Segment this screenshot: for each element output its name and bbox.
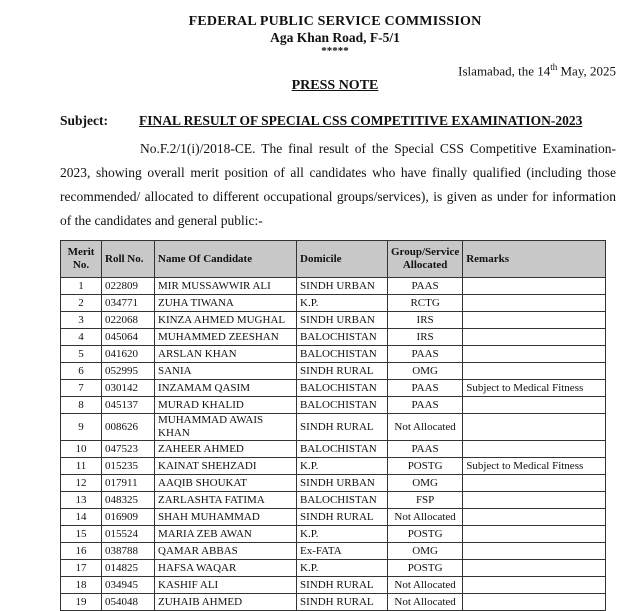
roll-no-cell: 022809	[102, 278, 155, 295]
header-domicile: Domicile	[297, 241, 388, 278]
roll-no-cell: 008626	[102, 414, 155, 441]
candidate-name-cell: MARIA ZEB AWAN	[155, 526, 297, 543]
merit-no-cell: 7	[61, 380, 102, 397]
group-service-cell: OMG	[388, 543, 463, 560]
table-row	[61, 492, 606, 509]
table-row	[61, 560, 606, 577]
group-service-cell: FSP	[388, 492, 463, 509]
intro-paragraph: No.F.2/1(i)/2018-CE. The final result of the Special CSS Competitive Examination-2023, showing overall merit position of all candidates who have finally qualified (including those recommended/ allocated to different occupational groups/services), is given as under for information of the candidates and general public:-	[60, 141, 616, 228]
group-service-cell: Not Allocated	[388, 509, 463, 526]
candidate-name-cell: MUHAMMED ZEESHAN	[155, 329, 297, 346]
subject-label: Subject:	[60, 113, 108, 128]
group-service-cell: Not Allocated	[388, 414, 463, 441]
domicile-cell: SINDH URBAN	[297, 278, 388, 295]
table-row	[61, 312, 606, 329]
table-row	[61, 543, 606, 560]
domicile-cell: K.P.	[297, 295, 388, 312]
merit-no-cell: 19	[61, 594, 102, 611]
remarks-cell: Subject to Medical Fitness	[463, 458, 606, 475]
remarks-cell	[463, 363, 606, 380]
remarks-cell	[463, 594, 606, 611]
organization-address: Aga Khan Road, F-5/1	[270, 30, 400, 45]
remarks-cell	[463, 543, 606, 560]
roll-no-cell: 045137	[102, 397, 155, 414]
group-service-cell: PAAS	[388, 346, 463, 363]
table-row	[61, 414, 606, 441]
domicile-cell: SINDH RURAL	[297, 594, 388, 611]
merit-no-cell: 18	[61, 577, 102, 594]
group-service-cell: PAAS	[388, 441, 463, 458]
merit-no-cell: 14	[61, 509, 102, 526]
remarks-cell	[463, 414, 606, 441]
candidate-name-cell: HAFSA WAQAR	[155, 560, 297, 577]
candidate-name-cell: ZAHEER AHMED	[155, 441, 297, 458]
table-header-row	[61, 241, 606, 278]
group-service-cell: PAAS	[388, 397, 463, 414]
roll-no-cell: 054048	[102, 594, 155, 611]
roll-no-cell: 034945	[102, 577, 155, 594]
remarks-cell	[463, 346, 606, 363]
domicile-cell: SINDH URBAN	[297, 475, 388, 492]
merit-no-cell: 6	[61, 363, 102, 380]
candidate-name-cell: SHAH MUHAMMAD	[155, 509, 297, 526]
group-service-cell: OMG	[388, 475, 463, 492]
separator-stars: *****	[321, 45, 349, 57]
remarks-cell	[463, 278, 606, 295]
table-row	[61, 363, 606, 380]
candidate-name-cell: AAQIB SHOUKAT	[155, 475, 297, 492]
domicile-cell: BALOCHISTAN	[297, 397, 388, 414]
header-candidate-name: Name Of Candidate	[155, 241, 297, 278]
candidate-name-cell: INZAMAM QASIM	[155, 380, 297, 397]
table-row	[61, 295, 606, 312]
merit-no-cell: 11	[61, 458, 102, 475]
domicile-cell: K.P.	[297, 526, 388, 543]
table-row	[61, 594, 606, 611]
candidate-name-cell: MIR MUSSAWWIR ALI	[155, 278, 297, 295]
group-service-cell: RCTG	[388, 295, 463, 312]
merit-no-cell: 5	[61, 346, 102, 363]
merit-no-cell: 10	[61, 441, 102, 458]
merit-no-cell: 15	[61, 526, 102, 543]
group-service-cell: POSTG	[388, 526, 463, 543]
roll-no-cell: 022068	[102, 312, 155, 329]
group-service-cell: Not Allocated	[388, 594, 463, 611]
roll-no-cell: 015235	[102, 458, 155, 475]
domicile-cell: SINDH RURAL	[297, 577, 388, 594]
merit-no-cell: 4	[61, 329, 102, 346]
group-service-cell: PAAS	[388, 380, 463, 397]
domicile-cell: K.P.	[297, 560, 388, 577]
group-service-cell: POSTG	[388, 560, 463, 577]
candidate-name-cell: ZARLASHTA FATIMA	[155, 492, 297, 509]
organization-title: FEDERAL PUBLIC SERVICE COMMISSION	[188, 14, 482, 29]
candidate-name-cell: SANIA	[155, 363, 297, 380]
domicile-cell: SINDH RURAL	[297, 509, 388, 526]
candidate-name-cell: ZUHA TIWANA	[155, 295, 297, 312]
group-service-cell: PAAS	[388, 278, 463, 295]
merit-no-cell: 3	[61, 312, 102, 329]
header-roll-no: Roll No.	[102, 241, 155, 278]
roll-no-cell: 030142	[102, 380, 155, 397]
roll-no-cell: 034771	[102, 295, 155, 312]
header-group-service: Group/Service Allocated	[388, 241, 463, 278]
remarks-cell	[463, 475, 606, 492]
domicile-cell: SINDH URBAN	[297, 312, 388, 329]
merit-no-cell: 8	[61, 397, 102, 414]
merit-no-cell: 12	[61, 475, 102, 492]
group-service-cell: POSTG	[388, 458, 463, 475]
subject-title: FINAL RESULT OF SPECIAL CSS COMPETITIVE EXAMINATION-2023	[139, 113, 583, 128]
roll-no-cell: 038788	[102, 543, 155, 560]
roll-no-cell: 016909	[102, 509, 155, 526]
roll-no-cell: 015524	[102, 526, 155, 543]
table-row	[61, 346, 606, 363]
candidate-name-cell: MUHAMMAD AWAIS KHAN	[155, 414, 297, 441]
table-row	[61, 397, 606, 414]
domicile-cell: BALOCHISTAN	[297, 329, 388, 346]
header-remarks: Remarks	[463, 241, 606, 278]
issue-date: Islamabad, the 14th May, 2025	[458, 62, 616, 79]
table-row	[61, 380, 606, 397]
remarks-cell	[463, 577, 606, 594]
domicile-cell: SINDH RURAL	[297, 414, 388, 441]
remarks-cell	[463, 295, 606, 312]
roll-no-cell: 048325	[102, 492, 155, 509]
remarks-cell	[463, 397, 606, 414]
roll-no-cell: 041620	[102, 346, 155, 363]
group-service-cell: Not Allocated	[388, 577, 463, 594]
table-row	[61, 458, 606, 475]
roll-no-cell: 052995	[102, 363, 155, 380]
merit-no-cell: 16	[61, 543, 102, 560]
merit-no-cell: 1	[61, 278, 102, 295]
domicile-cell: BALOCHISTAN	[297, 441, 388, 458]
domicile-cell: BALOCHISTAN	[297, 492, 388, 509]
remarks-cell	[463, 526, 606, 543]
roll-no-cell: 014825	[102, 560, 155, 577]
table-row	[61, 329, 606, 346]
domicile-cell: Ex-FATA	[297, 543, 388, 560]
merit-no-cell: 17	[61, 560, 102, 577]
candidate-name-cell: KASHIF ALI	[155, 577, 297, 594]
remarks-cell	[463, 441, 606, 458]
candidate-name-cell: ARSLAN KHAN	[155, 346, 297, 363]
table-row	[61, 278, 606, 295]
merit-no-cell: 9	[61, 414, 102, 441]
roll-no-cell: 017911	[102, 475, 155, 492]
table-row	[61, 475, 606, 492]
remarks-cell	[463, 312, 606, 329]
group-service-cell: IRS	[388, 329, 463, 346]
press-note-heading: PRESS NOTE	[291, 78, 379, 93]
domicile-cell: SINDH RURAL	[297, 363, 388, 380]
remarks-cell: Subject to Medical Fitness	[463, 380, 606, 397]
merit-no-cell: 13	[61, 492, 102, 509]
table-row	[61, 577, 606, 594]
candidate-name-cell: QAMAR ABBAS	[155, 543, 297, 560]
candidate-name-cell: KAINAT SHEHZADI	[155, 458, 297, 475]
group-service-cell: OMG	[388, 363, 463, 380]
results-table	[60, 240, 606, 611]
candidate-name-cell: MURAD KHALID	[155, 397, 297, 414]
remarks-cell	[463, 509, 606, 526]
remarks-cell	[463, 492, 606, 509]
table-row	[61, 441, 606, 458]
candidate-name-cell: KINZA AHMED MUGHAL	[155, 312, 297, 329]
group-service-cell: IRS	[388, 312, 463, 329]
domicile-cell: K.P.	[297, 458, 388, 475]
domicile-cell: BALOCHISTAN	[297, 346, 388, 363]
remarks-cell	[463, 329, 606, 346]
roll-no-cell: 045064	[102, 329, 155, 346]
candidate-name-cell: ZUHAIB AHMED	[155, 594, 297, 611]
remarks-cell	[463, 560, 606, 577]
merit-no-cell: 2	[61, 295, 102, 312]
header-merit-no: Merit No.	[61, 241, 102, 278]
roll-no-cell: 047523	[102, 441, 155, 458]
table-row	[61, 509, 606, 526]
domicile-cell: BALOCHISTAN	[297, 380, 388, 397]
table-row	[61, 526, 606, 543]
